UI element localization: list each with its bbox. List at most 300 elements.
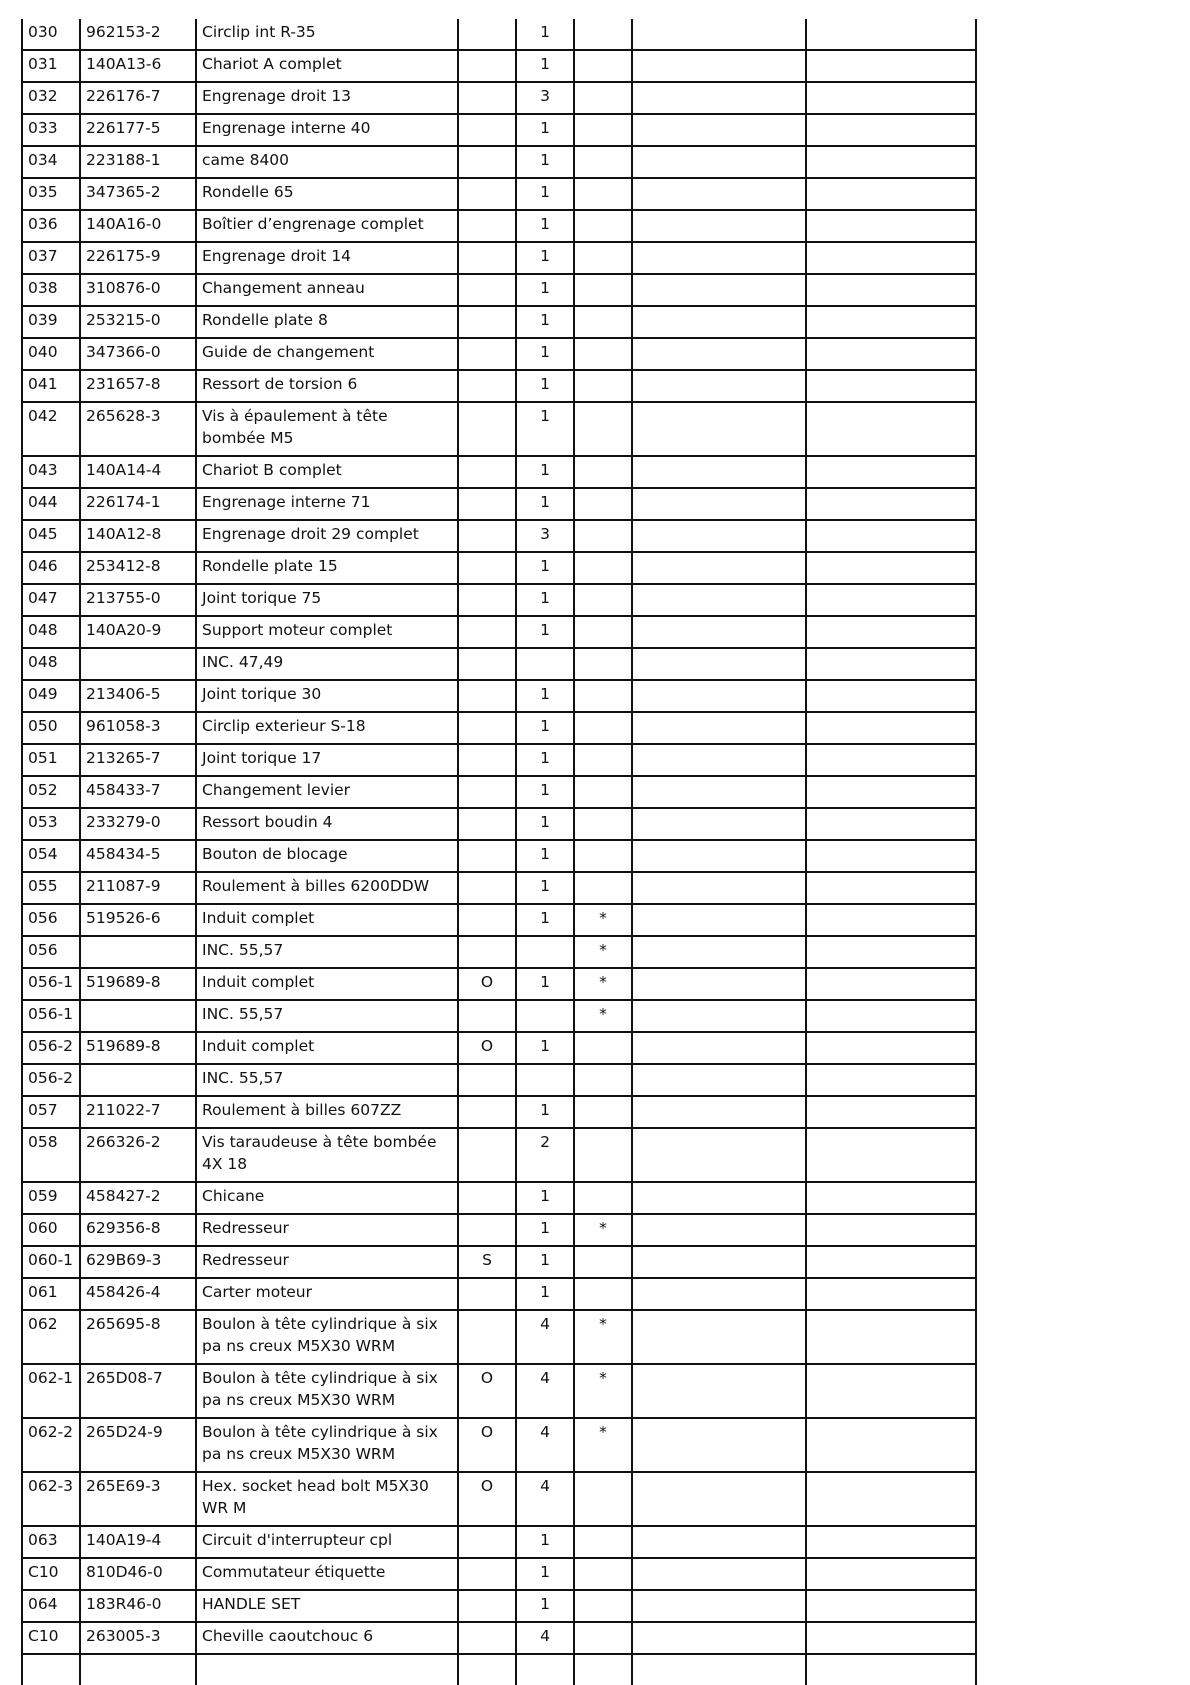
table-row xyxy=(22,936,976,968)
part-quantity-cell: 1 xyxy=(516,274,574,306)
part-number-cell: 056-2 xyxy=(22,1064,80,1096)
empty-cell xyxy=(806,370,976,402)
empty-cell xyxy=(632,1246,806,1278)
part-number-cell: 059 xyxy=(22,1182,80,1214)
empty-cell xyxy=(516,1654,574,1685)
empty-cell xyxy=(632,1278,806,1310)
part-code-cell: 458434-5 xyxy=(80,840,196,872)
table-row-empty xyxy=(22,1654,976,1685)
part-description-cell: Circlip exterieur S-18 xyxy=(196,712,458,744)
part-code-cell: 265D08-7 xyxy=(80,1364,196,1418)
part-quantity-cell: 1 xyxy=(516,114,574,146)
part-flag-cell: O xyxy=(458,1418,516,1472)
table-row xyxy=(22,1558,976,1590)
part-mark-cell xyxy=(574,776,632,808)
part-code-cell: 140A20-9 xyxy=(80,616,196,648)
empty-cell xyxy=(806,1214,976,1246)
part-quantity-cell: 1 xyxy=(516,904,574,936)
part-description-cell: Redresseur xyxy=(196,1246,458,1278)
empty-cell xyxy=(806,1558,976,1590)
part-quantity-cell: 4 xyxy=(516,1418,574,1472)
empty-cell xyxy=(632,306,806,338)
part-description-cell: Vis taraudeuse à tête bombée 4X 18 xyxy=(196,1128,458,1182)
part-number-cell: 062-3 xyxy=(22,1472,80,1526)
empty-cell xyxy=(632,648,806,680)
part-code-cell: 140A16-0 xyxy=(80,210,196,242)
table-row xyxy=(22,488,976,520)
part-description-cell: Engrenage droit 29 complet xyxy=(196,520,458,552)
table-row xyxy=(22,616,976,648)
empty-cell xyxy=(806,1000,976,1032)
table-row xyxy=(22,1472,976,1526)
part-description-cell: Chariot B complet xyxy=(196,456,458,488)
part-number-cell: 056-2 xyxy=(22,1032,80,1064)
empty-cell xyxy=(632,82,806,114)
empty-cell xyxy=(806,82,976,114)
empty-cell xyxy=(806,1472,976,1526)
part-description-cell: Commutateur étiquette xyxy=(196,1558,458,1590)
part-mark-cell xyxy=(574,19,632,50)
part-number-cell: 042 xyxy=(22,402,80,456)
empty-cell xyxy=(806,904,976,936)
part-flag-cell xyxy=(458,744,516,776)
part-code-cell: 629356-8 xyxy=(80,1214,196,1246)
part-number-cell: 055 xyxy=(22,872,80,904)
empty-cell xyxy=(806,584,976,616)
part-code-cell: 263005-3 xyxy=(80,1622,196,1654)
empty-cell xyxy=(632,210,806,242)
empty-cell xyxy=(80,1654,196,1685)
empty-cell xyxy=(632,1064,806,1096)
part-mark-cell xyxy=(574,306,632,338)
part-mark-cell xyxy=(574,680,632,712)
part-number-cell: 033 xyxy=(22,114,80,146)
part-flag-cell xyxy=(458,872,516,904)
part-code-cell: 519526-6 xyxy=(80,904,196,936)
table-row xyxy=(22,1182,976,1214)
empty-cell xyxy=(632,1310,806,1364)
part-quantity-cell: 1 xyxy=(516,1032,574,1064)
empty-cell xyxy=(806,488,976,520)
part-description-cell: Chariot A complet xyxy=(196,50,458,82)
part-description-cell: Rondelle plate 15 xyxy=(196,552,458,584)
empty-cell xyxy=(632,776,806,808)
table-row xyxy=(22,1590,976,1622)
part-number-cell: 046 xyxy=(22,552,80,584)
part-quantity-cell: 1 xyxy=(516,552,574,584)
part-description-cell: Vis à épaulement à tête bombée M5 xyxy=(196,402,458,456)
empty-cell xyxy=(458,1654,516,1685)
part-code-cell: 226175-9 xyxy=(80,242,196,274)
table-row xyxy=(22,552,976,584)
part-quantity-cell: 1 xyxy=(516,210,574,242)
part-number-cell: 039 xyxy=(22,306,80,338)
part-mark-cell xyxy=(574,456,632,488)
empty-cell xyxy=(632,456,806,488)
empty-cell xyxy=(806,114,976,146)
empty-cell xyxy=(806,50,976,82)
table-row xyxy=(22,114,976,146)
table-row xyxy=(22,744,976,776)
part-number-cell: 060-1 xyxy=(22,1246,80,1278)
part-code-cell: 226177-5 xyxy=(80,114,196,146)
part-mark-cell xyxy=(574,1246,632,1278)
part-description-cell: Joint torique 30 xyxy=(196,680,458,712)
part-number-cell: 036 xyxy=(22,210,80,242)
empty-cell xyxy=(806,616,976,648)
part-mark-cell xyxy=(574,1590,632,1622)
part-flag-cell xyxy=(458,402,516,456)
part-flag-cell: O xyxy=(458,1364,516,1418)
part-flag-cell: O xyxy=(458,968,516,1000)
part-quantity-cell: 1 xyxy=(516,146,574,178)
empty-cell xyxy=(806,968,976,1000)
part-mark-cell: * xyxy=(574,968,632,1000)
part-description-cell: Boulon à tête cylindrique à six pa ns creux M5X30 WRM xyxy=(196,1364,458,1418)
part-quantity-cell: 1 xyxy=(516,776,574,808)
part-mark-cell xyxy=(574,338,632,370)
part-mark-cell xyxy=(574,616,632,648)
part-mark-cell xyxy=(574,210,632,242)
part-quantity-cell xyxy=(516,648,574,680)
part-quantity-cell: 1 xyxy=(516,306,574,338)
empty-cell xyxy=(632,1032,806,1064)
empty-cell xyxy=(806,1064,976,1096)
part-mark-cell xyxy=(574,274,632,306)
part-code-cell: 265D24-9 xyxy=(80,1418,196,1472)
part-description-cell: Boulon à tête cylindrique à six pa ns creux M5X30 WRM xyxy=(196,1310,458,1364)
part-number-cell: 056-1 xyxy=(22,968,80,1000)
part-mark-cell xyxy=(574,1064,632,1096)
part-flag-cell xyxy=(458,456,516,488)
empty-cell xyxy=(632,1182,806,1214)
empty-cell xyxy=(632,616,806,648)
table-row xyxy=(22,680,976,712)
empty-cell xyxy=(806,242,976,274)
part-quantity-cell: 4 xyxy=(516,1472,574,1526)
part-quantity-cell: 1 xyxy=(516,402,574,456)
table-row xyxy=(22,1310,976,1364)
part-quantity-cell: 1 xyxy=(516,370,574,402)
part-description-cell: Boulon à tête cylindrique à six pa ns creux M5X30 WRM xyxy=(196,1418,458,1472)
part-mark-cell: * xyxy=(574,1364,632,1418)
part-code-cell: 223188-1 xyxy=(80,146,196,178)
part-number-cell: 053 xyxy=(22,808,80,840)
empty-cell xyxy=(806,1590,976,1622)
part-code-cell: 253215-0 xyxy=(80,306,196,338)
empty-cell xyxy=(632,1526,806,1558)
empty-cell xyxy=(632,1128,806,1182)
part-mark-cell xyxy=(574,370,632,402)
empty-cell xyxy=(632,552,806,584)
part-quantity-cell: 1 xyxy=(516,712,574,744)
part-mark-cell xyxy=(574,1032,632,1064)
part-mark-cell xyxy=(574,584,632,616)
empty-cell xyxy=(806,1182,976,1214)
part-description-cell: INC. 55,57 xyxy=(196,1000,458,1032)
part-flag-cell xyxy=(458,488,516,520)
empty-cell xyxy=(632,712,806,744)
empty-cell xyxy=(806,1526,976,1558)
part-flag-cell xyxy=(458,210,516,242)
part-number-cell: 057 xyxy=(22,1096,80,1128)
part-description-cell: Joint torique 75 xyxy=(196,584,458,616)
table-row xyxy=(22,1096,976,1128)
part-code-cell: 211022-7 xyxy=(80,1096,196,1128)
empty-cell xyxy=(632,146,806,178)
part-code-cell: 213755-0 xyxy=(80,584,196,616)
part-flag-cell xyxy=(458,680,516,712)
empty-cell xyxy=(806,744,976,776)
empty-cell xyxy=(22,1654,80,1685)
part-code-cell: 183R46-0 xyxy=(80,1590,196,1622)
part-number-cell: C10 xyxy=(22,1622,80,1654)
part-flag-cell: S xyxy=(458,1246,516,1278)
part-mark-cell xyxy=(574,488,632,520)
table-row xyxy=(22,1246,976,1278)
table-row xyxy=(22,456,976,488)
table-row xyxy=(22,1364,976,1418)
part-quantity-cell: 4 xyxy=(516,1364,574,1418)
empty-cell xyxy=(632,1418,806,1472)
part-quantity-cell: 4 xyxy=(516,1310,574,1364)
part-description-cell: Engrenage interne 71 xyxy=(196,488,458,520)
empty-cell xyxy=(806,274,976,306)
empty-cell xyxy=(806,1622,976,1654)
part-flag-cell xyxy=(458,1558,516,1590)
part-mark-cell xyxy=(574,178,632,210)
part-flag-cell xyxy=(458,840,516,872)
empty-cell xyxy=(632,488,806,520)
table-row xyxy=(22,1418,976,1472)
empty-cell xyxy=(806,712,976,744)
table-row xyxy=(22,776,976,808)
part-number-cell: 048 xyxy=(22,648,80,680)
empty-cell xyxy=(806,338,976,370)
empty-cell xyxy=(806,146,976,178)
part-mark-cell: * xyxy=(574,936,632,968)
part-number-cell: 062-2 xyxy=(22,1418,80,1472)
part-quantity-cell: 4 xyxy=(516,1622,574,1654)
part-mark-cell xyxy=(574,1526,632,1558)
part-flag-cell xyxy=(458,370,516,402)
empty-cell xyxy=(806,1246,976,1278)
part-flag-cell xyxy=(458,648,516,680)
part-number-cell: 064 xyxy=(22,1590,80,1622)
part-mark-cell: * xyxy=(574,904,632,936)
empty-cell xyxy=(632,680,806,712)
empty-cell xyxy=(806,210,976,242)
part-quantity-cell: 1 xyxy=(516,456,574,488)
part-code-cell: 140A13-6 xyxy=(80,50,196,82)
part-number-cell: 038 xyxy=(22,274,80,306)
part-code-cell: 458433-7 xyxy=(80,776,196,808)
empty-cell xyxy=(632,808,806,840)
part-quantity-cell: 1 xyxy=(516,584,574,616)
part-mark-cell xyxy=(574,402,632,456)
parts-table xyxy=(21,19,977,1685)
part-quantity-cell xyxy=(516,936,574,968)
empty-cell xyxy=(632,520,806,552)
part-flag-cell xyxy=(458,904,516,936)
part-flag-cell xyxy=(458,306,516,338)
empty-cell xyxy=(632,872,806,904)
part-number-cell: 034 xyxy=(22,146,80,178)
part-description-cell: Chicane xyxy=(196,1182,458,1214)
part-description-cell: Changement levier xyxy=(196,776,458,808)
part-flag-cell xyxy=(458,1310,516,1364)
part-quantity-cell: 1 xyxy=(516,1096,574,1128)
part-mark-cell: * xyxy=(574,1418,632,1472)
part-quantity-cell: 1 xyxy=(516,1590,574,1622)
part-flag-cell xyxy=(458,1590,516,1622)
part-description-cell: Rondelle 65 xyxy=(196,178,458,210)
part-mark-cell xyxy=(574,648,632,680)
empty-cell xyxy=(806,1310,976,1364)
part-code-cell: 226174-1 xyxy=(80,488,196,520)
part-quantity-cell: 1 xyxy=(516,1182,574,1214)
part-description-cell: Hex. socket head bolt M5X30 WR M xyxy=(196,1472,458,1526)
empty-cell xyxy=(806,178,976,210)
table-row xyxy=(22,584,976,616)
part-description-cell: Changement anneau xyxy=(196,274,458,306)
part-flag-cell xyxy=(458,1064,516,1096)
part-mark-cell xyxy=(574,1472,632,1526)
part-code-cell: 810D46-0 xyxy=(80,1558,196,1590)
part-number-cell: 052 xyxy=(22,776,80,808)
table-row xyxy=(22,274,976,306)
part-description-cell: Redresseur xyxy=(196,1214,458,1246)
part-code-cell: 347366-0 xyxy=(80,338,196,370)
part-number-cell: 063 xyxy=(22,1526,80,1558)
part-description-cell: Engrenage interne 40 xyxy=(196,114,458,146)
part-description-cell: Support moteur complet xyxy=(196,616,458,648)
part-quantity-cell: 1 xyxy=(516,338,574,370)
part-description-cell: Joint torique 17 xyxy=(196,744,458,776)
part-code-cell: 519689-8 xyxy=(80,968,196,1000)
part-code-cell xyxy=(80,648,196,680)
table-row xyxy=(22,402,976,456)
table-row xyxy=(22,210,976,242)
part-code-cell: 310876-0 xyxy=(80,274,196,306)
empty-cell xyxy=(806,936,976,968)
part-code-cell xyxy=(80,1000,196,1032)
part-code-cell: 231657-8 xyxy=(80,370,196,402)
empty-cell xyxy=(574,1654,632,1685)
part-flag-cell xyxy=(458,338,516,370)
part-quantity-cell: 1 xyxy=(516,808,574,840)
table-row xyxy=(22,1526,976,1558)
empty-cell xyxy=(806,19,976,50)
part-number-cell: 050 xyxy=(22,712,80,744)
part-quantity-cell: 1 xyxy=(516,1278,574,1310)
part-quantity-cell: 3 xyxy=(516,82,574,114)
empty-cell xyxy=(632,968,806,1000)
part-mark-cell xyxy=(574,1182,632,1214)
part-mark-cell xyxy=(574,744,632,776)
part-description-cell: came 8400 xyxy=(196,146,458,178)
empty-cell xyxy=(632,19,806,50)
part-flag-cell xyxy=(458,1278,516,1310)
part-mark-cell: * xyxy=(574,1310,632,1364)
table-row xyxy=(22,1214,976,1246)
empty-cell xyxy=(806,776,976,808)
part-code-cell: 458426-4 xyxy=(80,1278,196,1310)
part-code-cell: 233279-0 xyxy=(80,808,196,840)
part-mark-cell: * xyxy=(574,1214,632,1246)
part-code-cell: 265695-8 xyxy=(80,1310,196,1364)
part-code-cell: 265E69-3 xyxy=(80,1472,196,1526)
table-row xyxy=(22,1000,976,1032)
part-mark-cell xyxy=(574,520,632,552)
empty-cell xyxy=(632,840,806,872)
part-mark-cell xyxy=(574,82,632,114)
empty-cell xyxy=(632,1096,806,1128)
part-flag-cell xyxy=(458,1182,516,1214)
empty-cell xyxy=(806,306,976,338)
part-description-cell: Induit complet xyxy=(196,1032,458,1064)
table-row xyxy=(22,1278,976,1310)
part-number-cell: 040 xyxy=(22,338,80,370)
part-code-cell: 266326-2 xyxy=(80,1128,196,1182)
part-description-cell: Roulement à billes 607ZZ xyxy=(196,1096,458,1128)
table-row xyxy=(22,1622,976,1654)
table-row xyxy=(22,338,976,370)
part-number-cell: 045 xyxy=(22,520,80,552)
empty-cell xyxy=(632,936,806,968)
part-flag-cell xyxy=(458,274,516,306)
part-mark-cell xyxy=(574,1558,632,1590)
empty-cell xyxy=(632,242,806,274)
part-flag-cell xyxy=(458,1526,516,1558)
empty-cell xyxy=(632,1590,806,1622)
empty-cell xyxy=(806,1032,976,1064)
empty-cell xyxy=(806,520,976,552)
part-code-cell: 226176-7 xyxy=(80,82,196,114)
part-quantity-cell xyxy=(516,1000,574,1032)
empty-cell xyxy=(632,1654,806,1685)
empty-cell xyxy=(632,584,806,616)
table-row xyxy=(22,872,976,904)
part-flag-cell xyxy=(458,936,516,968)
part-flag-cell xyxy=(458,114,516,146)
part-quantity-cell: 1 xyxy=(516,1246,574,1278)
empty-cell xyxy=(632,904,806,936)
table-row xyxy=(22,82,976,114)
part-flag-cell xyxy=(458,712,516,744)
empty-cell xyxy=(806,680,976,712)
part-description-cell: Carter moteur xyxy=(196,1278,458,1310)
part-number-cell: 062-1 xyxy=(22,1364,80,1418)
empty-cell xyxy=(632,1558,806,1590)
empty-cell xyxy=(806,1418,976,1472)
part-flag-cell xyxy=(458,178,516,210)
part-code-cell: 962153-2 xyxy=(80,19,196,50)
part-code-cell: 347365-2 xyxy=(80,178,196,210)
part-quantity-cell: 1 xyxy=(516,840,574,872)
part-description-cell: INC. 55,57 xyxy=(196,1064,458,1096)
part-mark-cell xyxy=(574,1278,632,1310)
table-row xyxy=(22,520,976,552)
empty-cell xyxy=(632,274,806,306)
part-quantity-cell: 1 xyxy=(516,968,574,1000)
part-description-cell: Bouton de blocage xyxy=(196,840,458,872)
part-mark-cell xyxy=(574,552,632,584)
part-code-cell xyxy=(80,936,196,968)
table-row xyxy=(22,370,976,402)
part-code-cell xyxy=(80,1064,196,1096)
part-code-cell: 140A12-8 xyxy=(80,520,196,552)
